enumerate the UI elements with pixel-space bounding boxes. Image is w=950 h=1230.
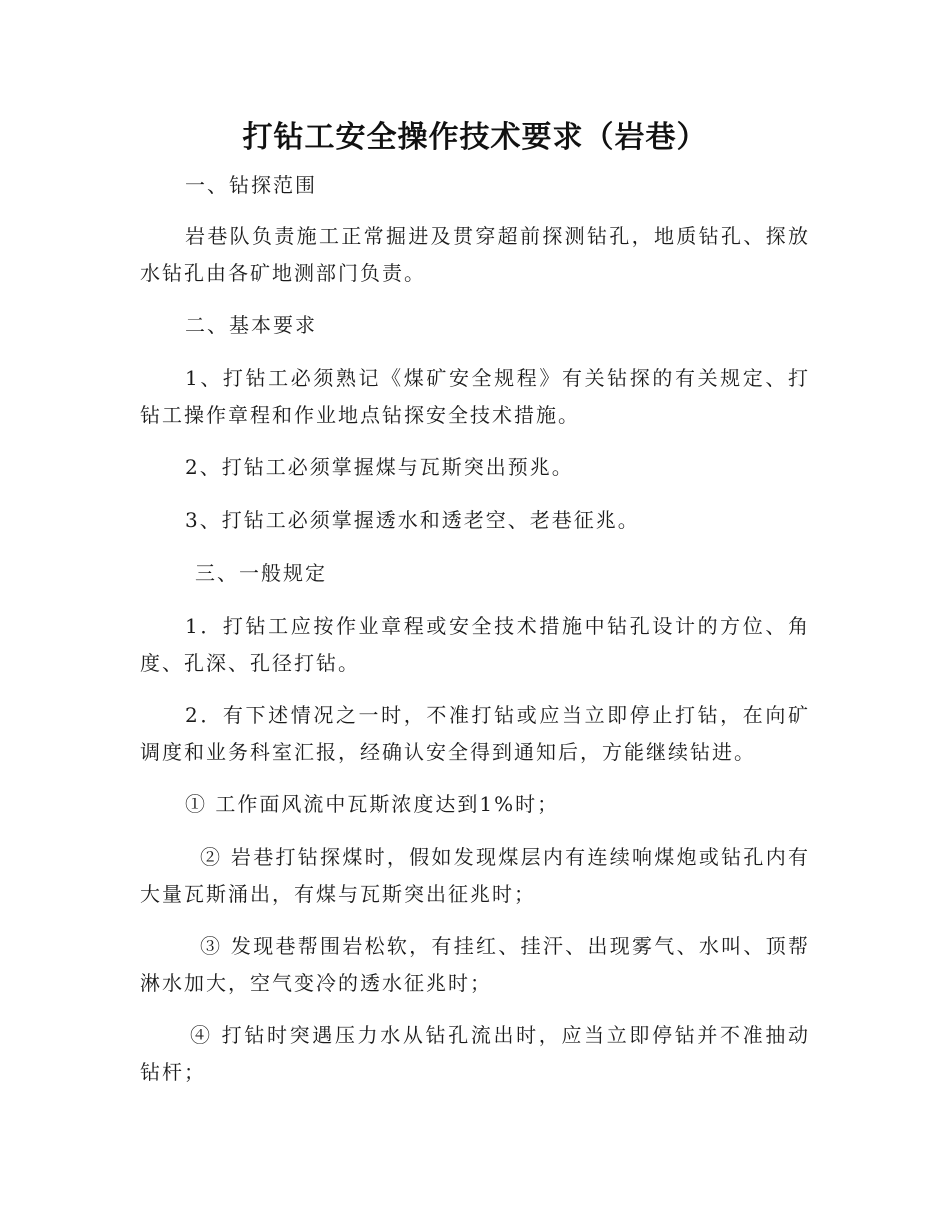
sub-item-3: ③ 发现巷帮围岩松软，有挂红、挂汗、出现雾气、水叫、顶帮淋水加大，空气变冷的透水征兆时； <box>140 934 810 995</box>
list-item-requirement-2: 2、打钻工必须掌握煤与瓦斯突出预兆。 <box>185 455 574 479</box>
paragraph-scope: 岩巷队负责施工正常掘进及贯穿超前探测钻孔，地质钻孔、探放水钻孔由各矿地测部门负责。 <box>140 224 810 285</box>
list-item-requirement-1: 1、打钻工必须熟记《煤矿安全规程》有关钻探的有关规定、打钻工操作章程和作业地点钻探安全技术措施。 <box>140 366 810 427</box>
list-item-rule-2: 2．有下述情况之一时，不准打钻或应当立即停止打钻，在向矿调度和业务科室汇报，经确认安全得到通知后，方能继续钻进。 <box>140 703 810 764</box>
section-heading-basic-requirements: 二、基本要求 <box>185 313 317 337</box>
section-heading-general-rules: 三、一般规定 <box>195 561 327 585</box>
sub-item-4: ④ 打钻时突遇压力水从钻孔流出时，应当立即停钻并不准抽动钻杆； <box>140 1023 810 1084</box>
list-item-requirement-3: 3、打钻工必须掌握透水和透老空、老巷征兆。 <box>185 508 640 532</box>
document-title: 打钻工安全操作技术要求（岩巷） <box>242 120 708 155</box>
list-item-rule-1: 1．打钻工应按作业章程或安全技术措施中钻孔设计的方位、角度、孔深、孔径打钻。 <box>140 614 810 675</box>
section-heading-scope: 一、钻探范围 <box>185 173 317 197</box>
sub-item-1: ① 工作面风流中瓦斯浓度达到1%时； <box>185 792 560 816</box>
sub-item-2: ② 岩巷打钻探煤时，假如发现煤层内有连续响煤炮或钻孔内有大量瓦斯涌出，有煤与瓦斯突出征兆时； <box>140 845 810 906</box>
